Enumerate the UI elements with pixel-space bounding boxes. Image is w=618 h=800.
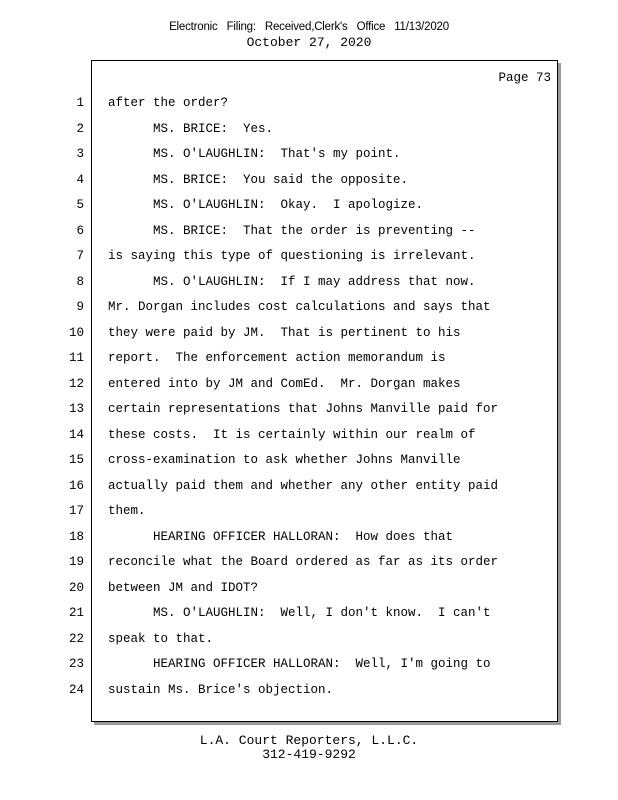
line-text: them.	[108, 504, 146, 518]
line-number: 21	[68, 606, 84, 620]
line-text: MS. O'LAUGHLIN: Okay. I apologize.	[108, 198, 424, 212]
hearing-date: October 27, 2020	[246, 35, 372, 50]
line-number: 2	[76, 121, 84, 136]
page-number: Page 73	[498, 71, 551, 85]
line-text: after the order?	[108, 96, 229, 110]
line-number: 5	[76, 198, 84, 212]
line-text: sustain Ms. Brice's objection.	[108, 682, 334, 697]
line-text: reconcile what the Board ordered as far as its order	[108, 555, 499, 569]
line-text: they were paid by JM. That is pertinent to his	[108, 325, 461, 340]
line-number: 19	[68, 555, 84, 569]
line-number: 13	[68, 402, 84, 416]
line-number: 6	[76, 223, 84, 238]
court-reporter-name: L.A. Court Reporters, L.L.C.	[199, 733, 419, 748]
line-text: MS. O'LAUGHLIN: If I may address that now.	[108, 274, 476, 289]
line-text: between JM and IDOT?	[108, 580, 259, 595]
filing-stamp-office: Office	[356, 21, 386, 33]
line-number: 9	[76, 300, 84, 314]
line-text: certain representations that Johns Manville paid for	[108, 402, 499, 416]
line-text: actually paid them and whether any other entity paid	[108, 478, 499, 493]
line-text: Mr. Dorgan includes cost calculations and says that	[108, 300, 491, 314]
line-text: HEARING OFFICER HALLORAN: Well, I'm going to	[108, 657, 491, 671]
line-text: report. The enforcement action memorandum is	[108, 351, 446, 365]
line-number: 1	[76, 96, 84, 110]
line-number: 14	[68, 427, 84, 442]
filing-stamp-filing: Filing:	[226, 21, 256, 33]
filing-stamp-electronic: Electronic	[169, 21, 218, 33]
filing-stamp-received: Received,Clerk's	[264, 21, 348, 33]
line-text: MS. O'LAUGHLIN: That's my point.	[108, 147, 401, 161]
line-number: 16	[68, 478, 84, 493]
line-number: 24	[68, 682, 84, 697]
filing-stamp-date: 11/13/2020	[394, 21, 449, 33]
line-text: entered into by JM and ComEd. Mr. Dorgan makes	[108, 376, 461, 391]
line-number: 22	[68, 631, 84, 646]
line-text: MS. BRICE: Yes.	[108, 121, 274, 136]
line-text: cross-examination to ask whether Johns Manville	[108, 453, 461, 467]
line-number: 17	[68, 504, 84, 518]
line-text: these costs. It is certainly within our realm of	[108, 427, 476, 442]
line-number: 15	[68, 453, 84, 467]
line-text: MS. O'LAUGHLIN: Well, I don't know. I can't	[108, 606, 491, 620]
line-text: speak to that.	[108, 631, 214, 646]
line-number: 18	[68, 529, 84, 544]
line-number: 3	[76, 147, 84, 161]
line-number: 11	[68, 351, 84, 365]
line-number: 10	[68, 325, 84, 340]
line-number: 12	[68, 376, 84, 391]
court-reporter-phone: 312-419-9292	[262, 747, 356, 762]
line-number: 7	[76, 249, 84, 263]
line-text: MS. BRICE: You said the opposite.	[108, 172, 409, 187]
line-number: 4	[76, 172, 84, 187]
line-number: 23	[68, 657, 84, 671]
line-text: HEARING OFFICER HALLORAN: How does that	[108, 529, 454, 544]
line-number: 8	[76, 274, 84, 289]
line-text: MS. BRICE: That the order is preventing --	[108, 223, 476, 238]
electronic-filing-stamp	[0, 20, 618, 34]
line-text: is saying this type of questioning is irrelevant.	[108, 249, 476, 263]
line-number: 20	[68, 580, 84, 595]
